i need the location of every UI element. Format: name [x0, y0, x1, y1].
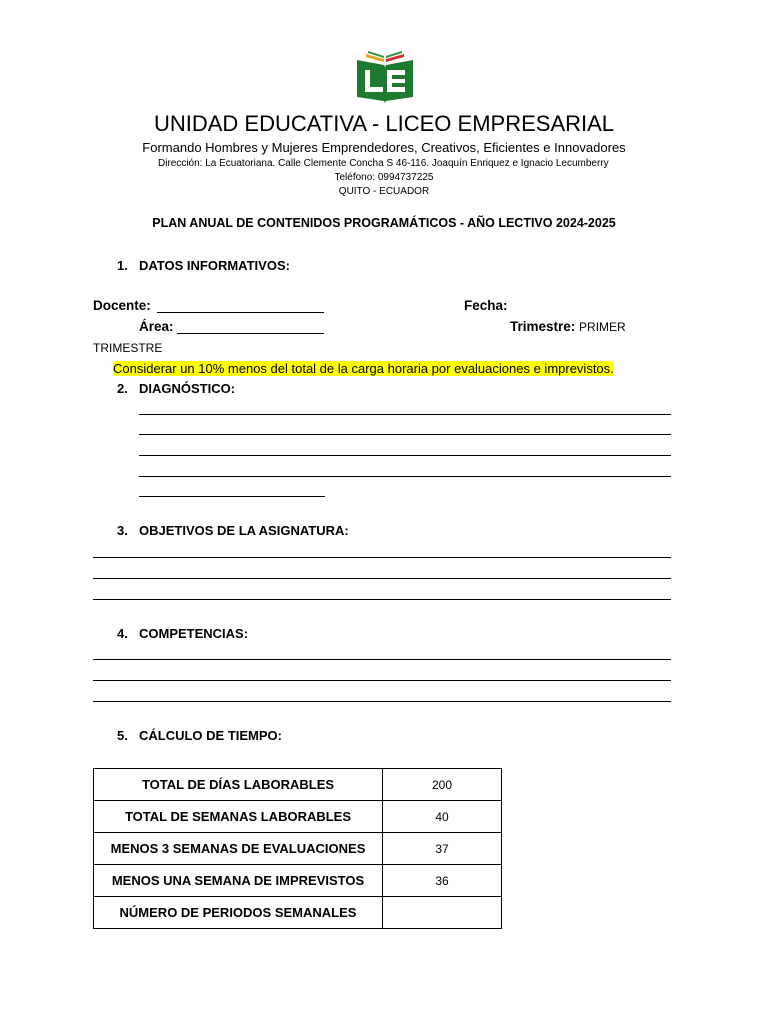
area-field[interactable] [177, 333, 324, 334]
section-number: 1. [117, 258, 128, 273]
row-label: MENOS UNA SEMANA DE IMPREVISTOS [94, 865, 383, 897]
trimestre-value: PRIMER [579, 320, 626, 334]
section-title: CÁLCULO DE TIEMPO: [139, 728, 282, 743]
row-label: NÚMERO DE PERIODOS SEMANALES [94, 897, 383, 929]
row-value[interactable]: 36 [383, 865, 502, 897]
section-calculo-tiempo [117, 728, 282, 743]
objetivos-line[interactable] [93, 557, 671, 558]
row-label: TOTAL DE DÍAS LABORABLES [94, 769, 383, 801]
section-number: 3. [117, 523, 128, 538]
school-address: Dirección: La Ecuatoriana. Calle Clemente Concha S 46-116. Joaquín Enriquez e Ignacio Lecumberry [158, 158, 609, 169]
diagnostico-line[interactable] [139, 414, 671, 415]
row-value[interactable] [383, 897, 502, 929]
row-value[interactable]: 200 [383, 769, 502, 801]
competencias-line[interactable] [93, 659, 671, 660]
table-row [94, 865, 502, 897]
section-title: COMPETENCIAS: [139, 626, 249, 641]
table-row [94, 833, 502, 865]
diagnostico-line[interactable] [139, 496, 325, 497]
section-number: 2. [117, 381, 128, 396]
objetivos-line[interactable] [93, 578, 671, 579]
competencias-line[interactable] [93, 680, 671, 681]
table-row [94, 801, 502, 833]
section-number: 4. [117, 626, 128, 641]
table-row [94, 769, 502, 801]
section-title: DATOS INFORMATIVOS: [139, 258, 290, 273]
school-motto: Formando Hombres y Mujeres Emprendedores, Creativos, Eficientes e Innovadores [142, 140, 626, 155]
school-logo-icon [354, 48, 416, 104]
area-label: Área: [139, 319, 174, 334]
row-value[interactable]: 37 [383, 833, 502, 865]
section-competencias [117, 626, 248, 641]
carga-horaria-note [113, 360, 614, 378]
school-phone: Teléfono: 0994737225 [334, 172, 434, 183]
trimestre-label [510, 319, 626, 334]
section-objetivos [117, 523, 349, 538]
trimestre-label-text: Trimestre: [510, 319, 576, 334]
trimestre-value-continued: TRIMESTRE [93, 341, 163, 355]
diagnostico-line[interactable] [139, 476, 671, 477]
docente-label: Docente: [93, 298, 151, 313]
plan-title: PLAN ANUAL DE CONTENIDOS PROGRAMÁTICOS - AÑO LECTIVO 2024-2025 [152, 216, 616, 230]
competencias-line[interactable] [93, 701, 671, 702]
school-city: QUITO - ECUADOR [338, 186, 430, 197]
docente-field[interactable] [157, 312, 324, 313]
time-calculation-table [93, 768, 502, 929]
highlighted-note: Considerar un 10% menos del total de la carga horaria por evaluaciones e imprevistos. [113, 361, 614, 376]
section-diagnostico [117, 381, 235, 396]
school-name: UNIDAD EDUCATIVA - LICEO EMPRESARIAL [153, 111, 615, 136]
section-title: DIAGNÓSTICO: [139, 381, 236, 396]
section-number: 5. [117, 728, 128, 743]
diagnostico-line[interactable] [139, 455, 671, 456]
table-row [94, 897, 502, 929]
diagnostico-line[interactable] [139, 434, 671, 435]
fecha-label: Fecha: [464, 298, 508, 313]
section-title: OBJETIVOS DE LA ASIGNATURA: [139, 523, 349, 538]
row-label: MENOS 3 SEMANAS DE EVALUACIONES [94, 833, 383, 865]
row-label: TOTAL DE SEMANAS LABORABLES [94, 801, 383, 833]
row-value[interactable]: 40 [383, 801, 502, 833]
objetivos-line[interactable] [93, 599, 671, 600]
section-datos-informativos [117, 258, 290, 273]
